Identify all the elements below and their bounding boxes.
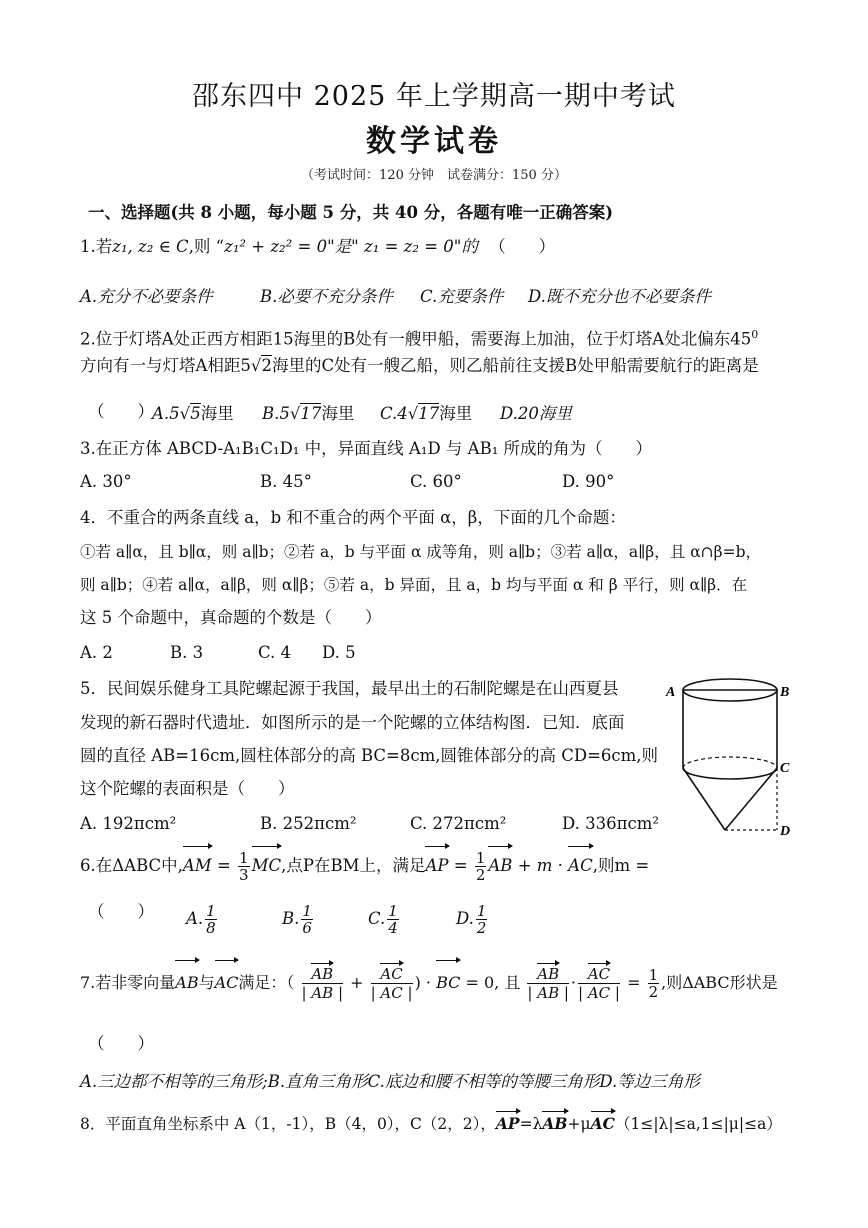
q5-line4: 这个陀螺的表面积是（ ） <box>80 779 295 798</box>
q7-dot: · <box>570 973 577 992</box>
q6-optc-num: 1 <box>388 902 398 920</box>
q6-frac1-num: 1 <box>239 849 249 867</box>
q1-option-d: D.既不充分也不必要条件 <box>528 287 711 306</box>
q6-mid: ,点P在BM上，满足 <box>281 856 426 875</box>
q6-option-a <box>186 903 219 936</box>
q2-opta-pre: A.5 <box>152 404 180 423</box>
q6-optd-num: 1 <box>476 902 487 920</box>
q1-option-b: B.必要不充分条件 <box>260 287 393 306</box>
q3-option-d: D. 90° <box>562 472 615 491</box>
q2-sqrt2: 2 <box>261 356 272 375</box>
q6-vec-mc: MC <box>252 848 282 884</box>
q3-option-a: A. 30° <box>80 472 132 491</box>
q7-frac4-den: | AC | <box>578 984 620 1002</box>
q3-option-c: C. 60° <box>410 472 462 491</box>
q1-text-c: ,则 “ <box>188 237 225 256</box>
q6-plus: + m · <box>517 856 563 875</box>
q6-opta-frac <box>205 903 217 936</box>
q6-eq1: = <box>216 856 231 875</box>
q8-eq: =λ <box>519 1115 543 1133</box>
q6-vec-ab: AB <box>488 848 512 884</box>
q2-optc-pre: C.4 <box>380 404 408 423</box>
q6-frac1-den: 3 <box>239 866 249 884</box>
q2-optb-rad: 17 <box>300 404 322 423</box>
q6-frac2-num: 1 <box>475 849 486 867</box>
q2-optb-post: 海里 <box>321 404 355 423</box>
q7-half-den: 2 <box>648 983 659 1001</box>
q6-optb-frac <box>301 903 313 936</box>
q6-opta-num: 1 <box>206 902 216 920</box>
q2-line2b-text: 海里的C处有一艘乙船，则乙船前往支援B处甲船需要航行的距离是 <box>271 356 759 375</box>
q7-frac1-den: | AB | <box>301 984 344 1002</box>
q2-degree: 0 <box>751 328 759 341</box>
q2-opta-post: 海里 <box>200 404 234 423</box>
label-a: A <box>666 685 676 700</box>
q6-optd-label: D. <box>456 909 474 928</box>
q6-optb-label: B. <box>282 909 300 928</box>
q2-optc-rad: 17 <box>418 404 440 423</box>
q1-text-d: z₁² + z₂² = 0"是" z₁ = z₂ = 0"的 <box>224 237 478 256</box>
q4-line2: ①若 a∥α，且 b∥α，则 a∥b；②若 a，b 与平面 α 成等角，则 a∥b；③若 a∥α，a∥β，且 α∩β=b， <box>80 543 762 561</box>
q7-frac2 <box>371 965 413 1002</box>
label-b: B <box>780 685 790 700</box>
q7-vec-bc: BC <box>436 962 460 1004</box>
q6-option-c <box>368 903 401 936</box>
q6-optb-num: 1 <box>302 902 312 920</box>
q5-line1: 5．民间娱乐健身工具陀螺起源于我国，最早出土的石制陀螺是在山西夏县 <box>80 679 619 698</box>
q7-frac3-num: AB <box>537 965 560 983</box>
q6-option-d <box>456 903 489 936</box>
q1-stem <box>80 236 555 258</box>
q7-frac2-den: | AC | <box>370 984 413 1002</box>
q7-plus: + <box>350 973 364 992</box>
q4-option-a: A. 2 <box>80 643 113 662</box>
q6-vec-ap: AP <box>425 848 448 884</box>
q2-option-a: A.5√5海里 <box>152 404 234 423</box>
q6-frac-half <box>475 850 487 883</box>
q6-option-b <box>282 903 315 936</box>
q7-eq: = <box>627 973 641 992</box>
q6-optc-den: 4 <box>388 919 398 937</box>
q7-frac3 <box>527 965 569 1002</box>
q8-vec-ap: AP <box>495 1114 520 1133</box>
q6-optc-label: C. <box>368 909 386 928</box>
q6-opta-label: A. <box>186 909 204 928</box>
q7-post: ,则ΔABC形状是 <box>661 973 778 992</box>
q6-optc-frac <box>387 903 399 936</box>
q4-stem: 4．不重合的两条直线 a，b 和不重合的两个平面 α，β，下面的几个命题： <box>80 508 626 527</box>
q7-frac3-den: | AB | <box>527 984 569 1002</box>
q7-frac-half <box>648 967 660 1000</box>
q6-vec-am: AM <box>183 848 212 884</box>
q7-close: ) · <box>414 973 431 992</box>
q8-plus: +μ <box>567 1115 591 1133</box>
q2-option-b: B.5√17海里 <box>262 404 355 423</box>
q7-frac2-num: AC <box>380 965 403 983</box>
q4-option-b: B. 3 <box>170 643 204 662</box>
q1-paren: （ ） <box>489 237 556 256</box>
q2-line1 <box>80 324 758 351</box>
q1-option-a: A.充分不必要条件 <box>80 287 213 306</box>
bottom-ellipse-back <box>683 757 777 768</box>
q6-optd-den: 2 <box>476 919 487 937</box>
q2-line2: 方向有一与灯塔A相距5√2海里的C处有一艘乙船，则乙船前往支援B处甲船需要航行的距离是 <box>80 356 759 375</box>
q7-manzu: 满足：（ <box>238 973 295 992</box>
q1-option-c: C.充要条件 <box>420 287 504 306</box>
q2-optc-post: 海里 <box>439 404 473 423</box>
q7-vec-ac: AC <box>215 962 239 1004</box>
q6-eq2: = <box>453 856 468 875</box>
q5-line3: 圆的直径 AB=16cm,圆柱体部分的高 BC=8cm,圆锥体部分的高 CD=6cm,则 <box>80 746 659 765</box>
exam-title: 邵东四中 2025 年上学期高一期中考试 <box>192 81 676 112</box>
label-c: C <box>780 761 790 776</box>
q1-text-a: 1.若 <box>80 237 113 256</box>
q2-optb-pre: B.5 <box>262 404 290 423</box>
q2-line1-text: 2.位于灯塔A处正西方相距15海里的B处有一艘甲船，需要海上加油，位于灯塔A处北偏东45 <box>80 329 752 349</box>
q7-stem <box>80 962 778 1004</box>
q3-stem: 3.在正方体 ABCD-A₁B₁C₁D₁ 中，异面直线 A₁D 与 AB₁ 所成的角为（ ） <box>80 439 653 458</box>
q2-opta-rad: 5 <box>190 404 201 423</box>
q8-cond: （1≤|λ|≤a,1≤|μ|≤a） <box>614 1115 782 1133</box>
q7-frac1 <box>302 965 344 1002</box>
q6-paren: （ ） <box>88 902 154 921</box>
q4-option-c: C. 4 <box>258 643 292 662</box>
q7-paren: （ ） <box>88 1034 154 1053</box>
q8-stem-text: 8．平面直角坐标系中 A（1，-1），B（4，0），C（2，2）， <box>80 1115 496 1133</box>
q8-vec-ab: AB <box>542 1114 568 1133</box>
q6-stem <box>80 848 649 884</box>
q5-line2: 发现的新石器时代遗址．如图所示的是一个陀螺的立体结构图．已知．底面 <box>80 713 625 732</box>
q6-vec-ac: AC <box>568 848 593 884</box>
q2-option-d: D.20海里 <box>500 404 572 423</box>
q3-option-b: B. 45° <box>260 472 312 491</box>
exam-subtitle: 数学试卷 <box>366 124 502 159</box>
section-heading: 一、选择题(共 8 小题，每小题 5 分，共 40 分，各题有唯一正确答案) <box>88 203 614 222</box>
q2-line2-text: 方向有一与灯塔A相距5 <box>80 356 251 375</box>
q7-pre: 7.若非零向量 <box>80 973 176 992</box>
q1-text-b: z₁, z₂ ∈ C <box>112 237 189 256</box>
q7-frac4 <box>578 965 620 1002</box>
q5-option-b: B. 252πcm² <box>260 814 357 833</box>
q8-stem <box>80 1113 782 1135</box>
q5-option-a: A. 192πcm² <box>80 814 177 833</box>
q7-frac4-num: AC <box>587 965 611 983</box>
q8-vec-ac: AC <box>590 1114 615 1133</box>
exam-info: （考试时间：120 分钟 试卷满分：150 分） <box>301 168 567 183</box>
q7-mid: = 0, 且 <box>465 973 521 992</box>
q6-pre: 6.在ΔABC中, <box>80 856 183 875</box>
q2-paren: （ ） <box>88 402 154 421</box>
label-d: D <box>780 824 791 839</box>
q4-line4: 这 5 个命题中，真命题的个数是（ ） <box>80 608 382 627</box>
spinning-top-figure <box>660 672 800 842</box>
q7-frac1-num: AB <box>311 965 334 983</box>
q2-option-c: C.4√17海里 <box>380 404 473 423</box>
q5-option-c: C. 272πcm² <box>410 814 507 833</box>
q6-optb-den: 6 <box>302 919 312 937</box>
q6-frac-third <box>238 850 250 883</box>
q5-option-d: D. 336πcm² <box>562 814 659 833</box>
q6-post: ,则m = <box>592 856 650 875</box>
q7-half-num: 1 <box>648 966 659 984</box>
q6-opta-den: 8 <box>206 919 216 937</box>
q6-frac2-den: 2 <box>475 866 486 884</box>
q4-option-d: D. 5 <box>322 643 356 662</box>
q6-optd-frac <box>476 903 488 936</box>
q7-yu: 与 <box>198 973 215 992</box>
q7-options: A.三边都不相等的三角形;B.直角三角形C.底边和腰不相等的等腰三角形D.等边三角形 <box>80 1072 700 1091</box>
bottom-ellipse-front <box>683 768 777 779</box>
q7-vec-ab: AB <box>175 962 198 1004</box>
q4-line3: 则 a∥b；④若 a∥α，a∥β，则 α∥β；⑤若 a，b 异面，且 a，b 均与平面 α 和 β 平行，则 α∥β．在 <box>80 576 748 594</box>
